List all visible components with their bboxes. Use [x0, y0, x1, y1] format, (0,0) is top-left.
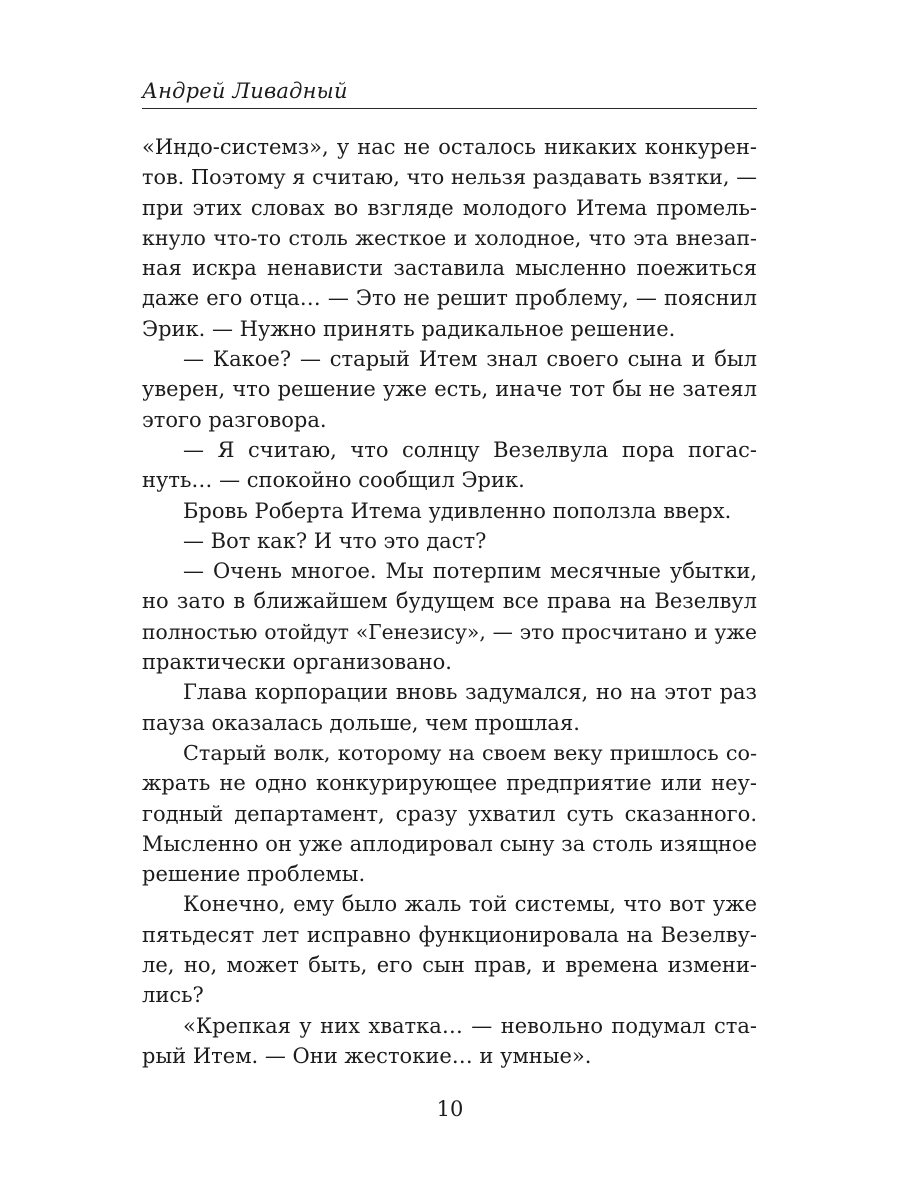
text-line: нуть… — спокойно сообщил Эрик. — [142, 468, 525, 493]
author-name: Андрей Ливадный — [142, 79, 348, 103]
text-line: — Очень многое. Мы потерпим месячные убытки, — [183, 559, 757, 584]
body-text — [142, 132, 757, 1071]
text-line: практически организовано. — [142, 650, 452, 675]
text-line: решение проблемы. — [142, 862, 366, 887]
text-line: ле, но, может быть, его сын прав, и времена измени- — [142, 953, 757, 978]
text-line: но зато в ближайшем будущем все права на Везелвул — [142, 589, 757, 614]
text-line: этого разговора. — [142, 407, 327, 432]
text-line: «Крепкая у них хватка… — невольно подумал ста- — [183, 1013, 757, 1038]
text-line: Конечно, ему было жаль той системы, что вот уже — [183, 892, 757, 917]
text-line: — Какое? — старый Итем знал своего сына и был — [183, 347, 757, 372]
text-line: полностью отойдут «Генезису», — это просчитано и уже — [142, 619, 757, 644]
text-line: пауза оказалась дольше, чем прошлая. — [142, 710, 580, 735]
text-line: Бровь Роберта Итема удивленно поползла вверх. — [183, 498, 732, 523]
text-line: рый Итем. — Они жестокие… и умные». — [142, 1043, 592, 1068]
text-line: тов. Поэтому я считаю, что нельзя раздавать взятки, — — [142, 165, 757, 190]
text-line: Глава корпорации вновь задумался, но на этот раз — [183, 680, 757, 705]
page-number: 10 — [436, 1097, 464, 1121]
text-line: ная искра ненависти заставила мысленно поежиться — [142, 256, 757, 281]
text-line: Мысленно он уже аплодировал сыну за столь изящное — [142, 831, 757, 856]
text-line: — Я считаю, что солнцу Везелвула пора погас- — [183, 437, 757, 462]
text-line: пятьдесят лет исправно функционировала на Везелву- — [142, 922, 757, 947]
text-line: — Вот как? И что это даст? — [183, 528, 487, 553]
running-head — [142, 74, 757, 109]
text-line: годный департамент, сразу ухватил суть сказанного. — [142, 801, 757, 826]
text-line: даже его отца… — Это не решит проблему, — пояснил — [142, 286, 757, 311]
text-line: кнуло что-то столь жесткое и холодное, что эта внезап- — [142, 225, 757, 250]
text-line: «Индо-системз», у нас не осталось никаких конкурен- — [142, 135, 757, 159]
text-line: лись? — [142, 983, 204, 1008]
text-line: уверен, что решение уже есть, иначе тот бы не затеял — [142, 377, 757, 402]
text-line: Старый волк, которому на своем веку пришлось со- — [183, 740, 757, 765]
text-line: при этих словах во взгляде молодого Итема промель- — [142, 195, 757, 220]
text-line: жрать не одно конкурирующее предприятие или неу- — [142, 771, 757, 796]
text-line: Эрик. — Нужно принять радикальное решение. — [142, 316, 676, 341]
